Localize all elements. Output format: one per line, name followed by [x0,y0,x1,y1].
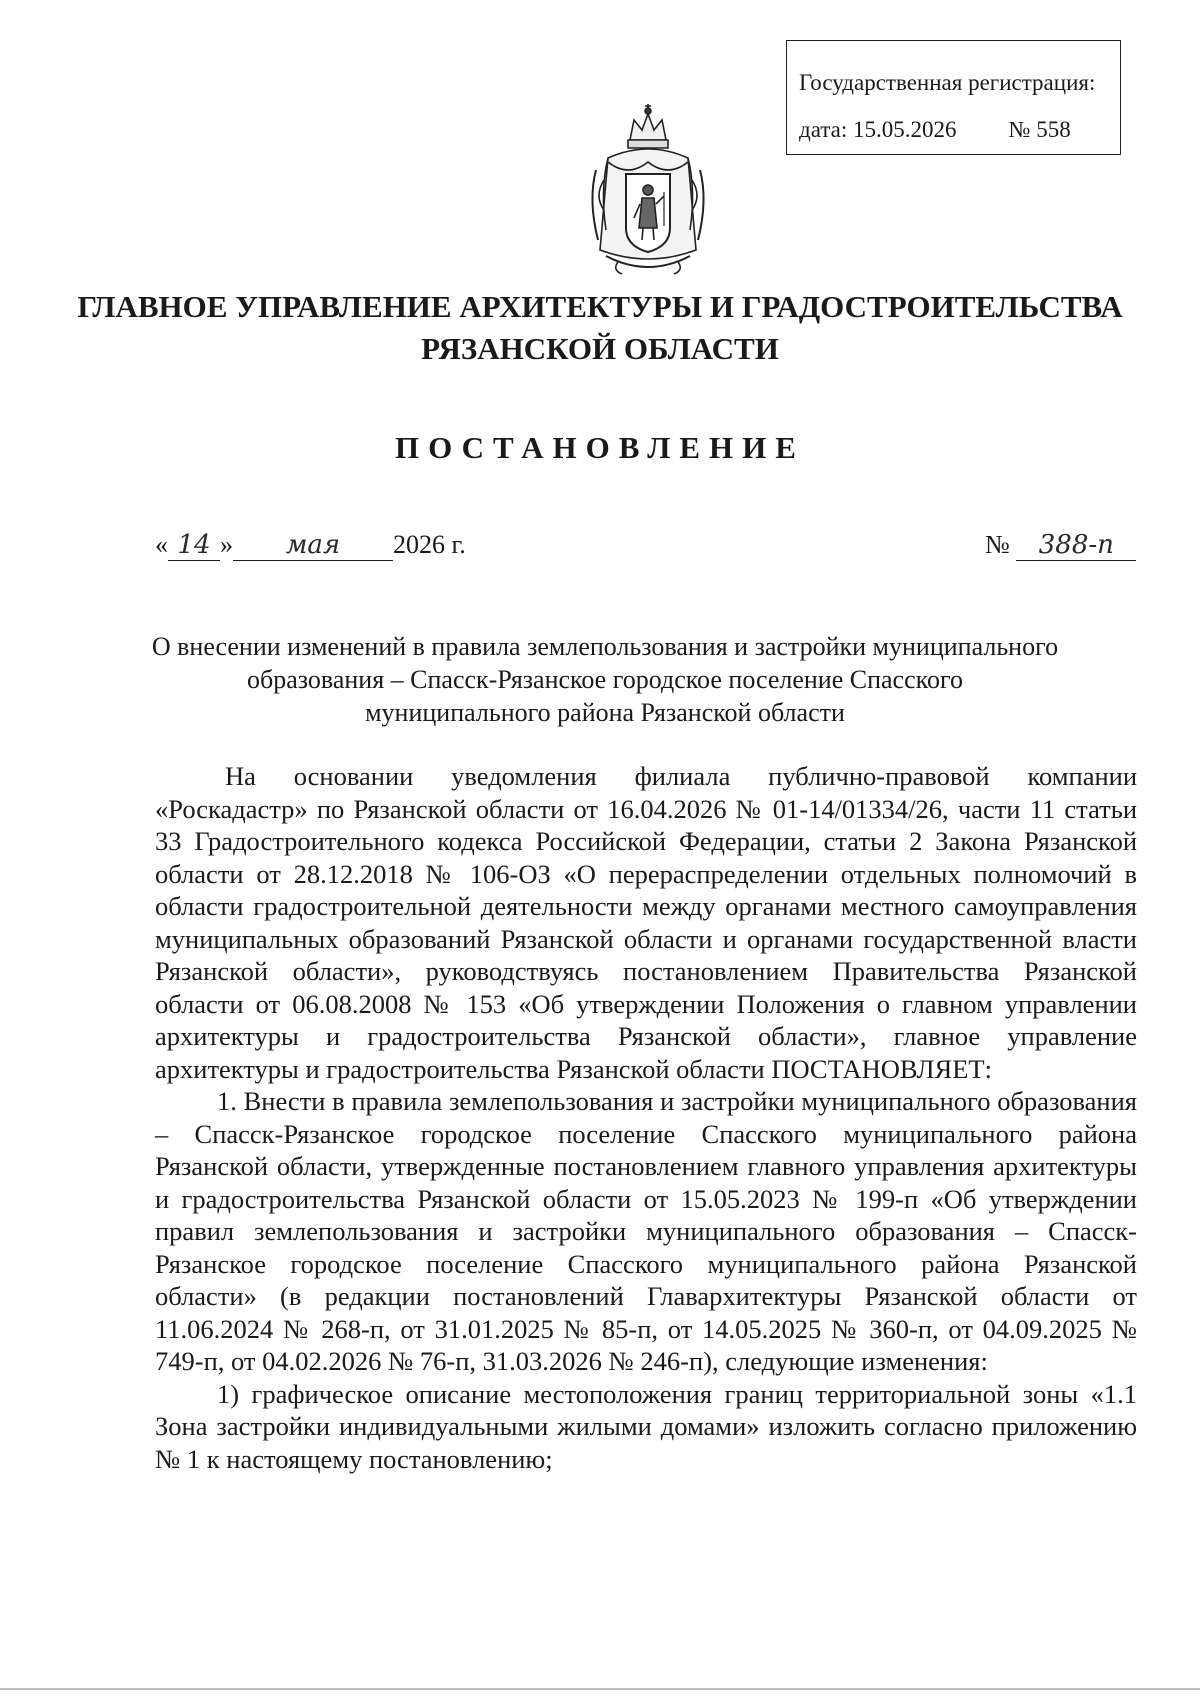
subitem-1-paragraph: 1) графическое описание местоположения границ территориальной зоны «1.1 Зона застройки индивидуальными жилыми домами» изложить согласно приложению № 1 к настоящему постановлению; [155,1378,1137,1474]
item-1-paragraph: 1. Внести в правила землепользования и застройки муниципального образования – Спасск-Рязанское городское поселение Спасского муниципального района Рязанской области, утвержденные постановлением главного управления архитектуры и градостроительства Рязанской области от 15.05.2023 № 199-п «Об утверждении правил землепользования и застройки муниципального образования – Спасск-Рязанское городское поселение Спасского муниципального района Рязанской области» (в редакции постановлений Главархитектуры Рязанской области от 11.06.2024 № 268-п, от 31.01.2025 № 85-п, от 14.05.2025 № 360-п, от 04.09.2025 № 749-п, от 04.02.2026 № 76-п, 31.03.2026 № 246-п), следующие изменения: [155,1086,1137,1376]
handwritten-day: 14 [168,530,220,561]
registration-title: Государственная регистрация: [799,70,1096,95]
agency-name-line1: ГЛАВНОЕ УПРАВЛЕНИЕ АРХИТЕКТУРЫ И ГРАДОСТРОИТЕЛЬСТВА [77,289,1123,324]
number-prefix: № [985,530,1010,559]
date-close-quote: » [220,530,233,559]
agency-name-line2: РЯЗАНСКОЙ ОБЛАСТИ [421,331,779,366]
document-type-title: ПОСТАНОВЛЕНИЕ [395,430,805,465]
registration-details [799,106,1120,153]
ryazan-coat-of-arms-icon [578,100,718,280]
date-open-quote: « [155,530,168,559]
subject-line: образования – Спасск-Рязанское городское поселение Спасского [247,665,963,694]
preamble-paragraph: На основании уведомления филиала публично-правовой компании «Роскадастр» по Рязанской области от 16.04.2026 № 01-14/01334/26, части 11 статьи 33 Градостроительного кодекса Российской Федерации, статьи 2 Закона Рязанской области от 28.12.2018 № 106-ОЗ «О перераспределении отдельных полномочий в области градостроительной деятельности между органами местного самоуправления муниципальных образований Рязанской области и органами государственной власти Рязанской области», руководствуясь постановлением Правительства Рязанской области от 06.08.2008 № 153 «Об утверждении Положения о главном управлении архитектуры и градостроительства Рязанской области», главное управление архитектуры и градостроительства Рязанской области ПОСТАНОВЛЯЕТ: [155,761,1137,1084]
registration-number: № 558 [1008,117,1071,142]
document-date [155,530,466,561]
scan-edge-divider [0,1688,1200,1690]
subject-line: О внесении изменений в правила землепользования и застройки муниципального [151,632,1059,661]
handwritten-month: мая [233,530,393,561]
registration-date: дата: 15.05.2026 [799,117,957,142]
document-subject [150,630,1060,729]
date-year: 2026 г. [393,530,466,559]
agency-name [0,286,1200,370]
document-body [155,760,1137,1475]
subject-line: муниципального района Рязанской области [365,698,845,727]
registration-stamp [786,40,1121,155]
document-number [985,530,1136,561]
handwritten-number: 388-п [1016,530,1136,561]
